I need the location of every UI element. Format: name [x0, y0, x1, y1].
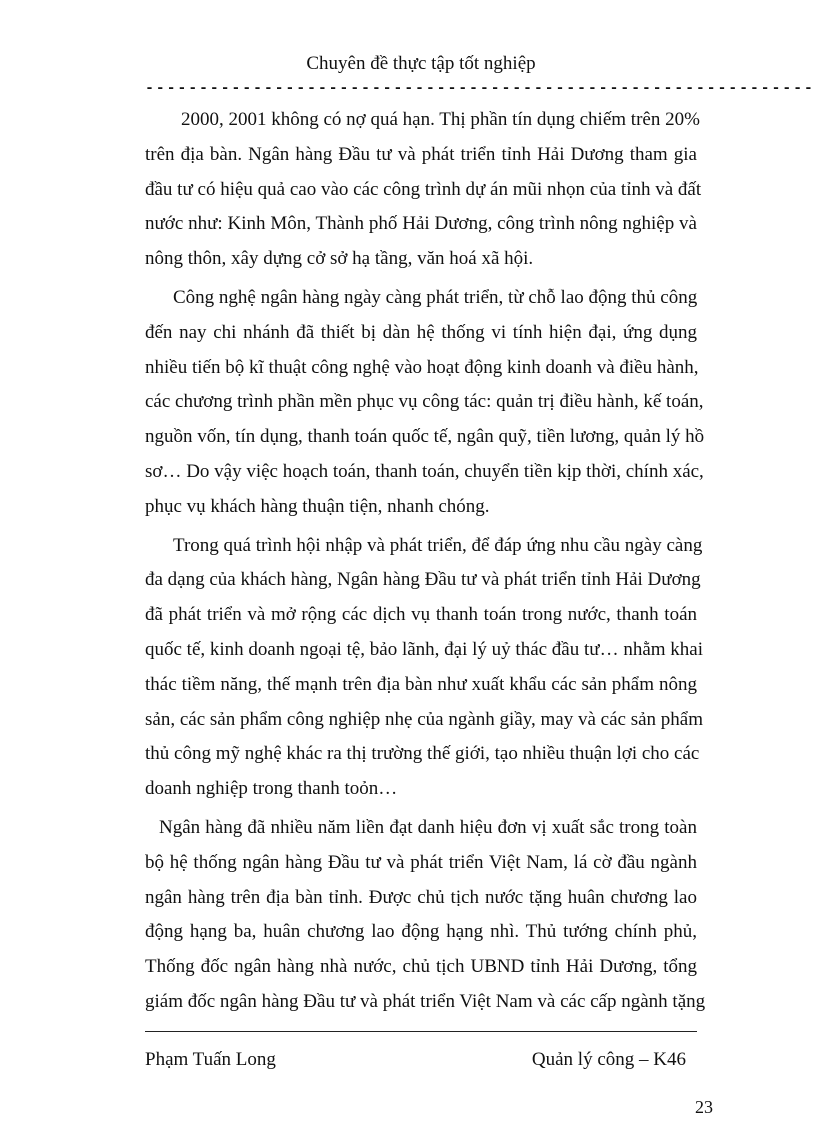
text-line: thủ công mỹ nghệ khác ra thị trường thế giới, tạo nhiều thuận lợi cho các — [145, 743, 700, 765]
paragraph-4 — [145, 811, 706, 1020]
text-line: 2000, 2001 không có nợ quá hạn. Thị phần tín dụng chiếm trên 20% — [181, 109, 700, 130]
text-line: Ngân hàng đã nhiều năm liền đạt danh hiệu đơn vị xuất sắc trong toàn — [159, 816, 697, 838]
text-line: nguồn vốn, tín dụng, thanh toán quốc tế, ngân quỹ, tiền lương, quản lý hồ — [145, 426, 705, 448]
text-line: đa dạng của khách hàng, Ngân hàng Đầu tư và phát triển tỉnh Hải Dương — [145, 569, 701, 591]
page-number: 23 — [695, 1097, 713, 1117]
paragraph-2 — [145, 281, 705, 525]
text-line: nông thôn, xây dựng cở sở hạ tầng, văn hoá xã hội. — [145, 248, 534, 270]
text-line: các chương trình phần mền phục vụ công tác: quản trị điều hành, kế toán, — [145, 391, 704, 413]
footer-class: Quản lý công – K46 — [531, 1049, 686, 1070]
footer-divider — [145, 1031, 697, 1032]
document-body — [145, 103, 706, 1020]
text-line: trên địa bàn. Ngân hàng Đầu tư và phát triển tỉnh Hải Dương tham gia — [145, 143, 697, 165]
text-line: bộ hệ thống ngân hàng Đầu tư và phát triển Việt Nam, lá cờ đầu ngành — [145, 851, 697, 873]
text-line: doanh nghiệp trong thanh toỏn… — [145, 778, 398, 800]
text-line: quốc tế, kinh doanh ngoại tệ, bảo lãnh, đại lý uỷ thác đầu tư… nhằm khai — [145, 638, 703, 660]
text-line: động hạng ba, huân chương lao động hạng nhì. Thủ tướng chính phủ, — [145, 921, 697, 943]
text-line: nước như: Kinh Môn, Thành phố Hải Dương, công trình nông nghiệp và — [145, 213, 697, 235]
text-line: thác tiềm năng, thế mạnh trên địa bàn như xuất khẩu các sản phẩm nông — [145, 673, 697, 695]
footer-author: Phạm Tuấn Long — [145, 1049, 276, 1070]
paragraph-1 — [145, 103, 702, 277]
text-line: đã phát triển và mở rộng các dịch vụ thanh toán trong nước, thanh toán — [145, 604, 697, 626]
text-line: Công nghệ ngân hàng ngày càng phát triển, từ chỗ lao động thủ công — [173, 286, 698, 308]
text-line: phục vụ khách hàng thuận tiện, nhanh chóng. — [145, 495, 490, 517]
text-line: đến nay chi nhánh đã thiết bị dàn hệ thống vi tính hiện đại, ứng dụng — [145, 321, 697, 343]
text-line: giám đốc ngân hàng Đầu tư và phát triển Việt Nam và các cấp ngành tặng — [145, 990, 706, 1012]
text-line: ngân hàng trên địa bàn tỉnh. Được chủ tịch nước tặng huân chương lao — [145, 886, 697, 908]
page-header-title: Chuyên đề thực tập tốt nghiệp — [306, 53, 536, 74]
text-line: nhiều tiến bộ kĩ thuật công nghệ vào hoạt động kinh doanh và điều hành, — [145, 356, 699, 378]
text-line: đầu tư có hiệu quả cao vào các công trình dự án mũi nhọn của tỉnh và đất — [145, 178, 702, 200]
header-separator: -------------------------------------------------------------- — [145, 80, 815, 97]
text-line: sơ… Do vậy việc hoạch toán, thanh toán, chuyển tiền kịp thời, chính xác, — [145, 460, 704, 482]
paragraph-3 — [145, 529, 704, 807]
text-line: sản, các sản phẩm công nghiệp nhẹ của ngành giầy, may và các sản phẩm — [145, 708, 704, 730]
text-line: Trong quá trình hội nhập và phát triển, để đáp ứng nhu cầu ngày càng — [173, 534, 703, 556]
text-line: Thống đốc ngân hàng nhà nước, chủ tịch UBND tỉnh Hải Dương, tổng — [145, 956, 697, 978]
